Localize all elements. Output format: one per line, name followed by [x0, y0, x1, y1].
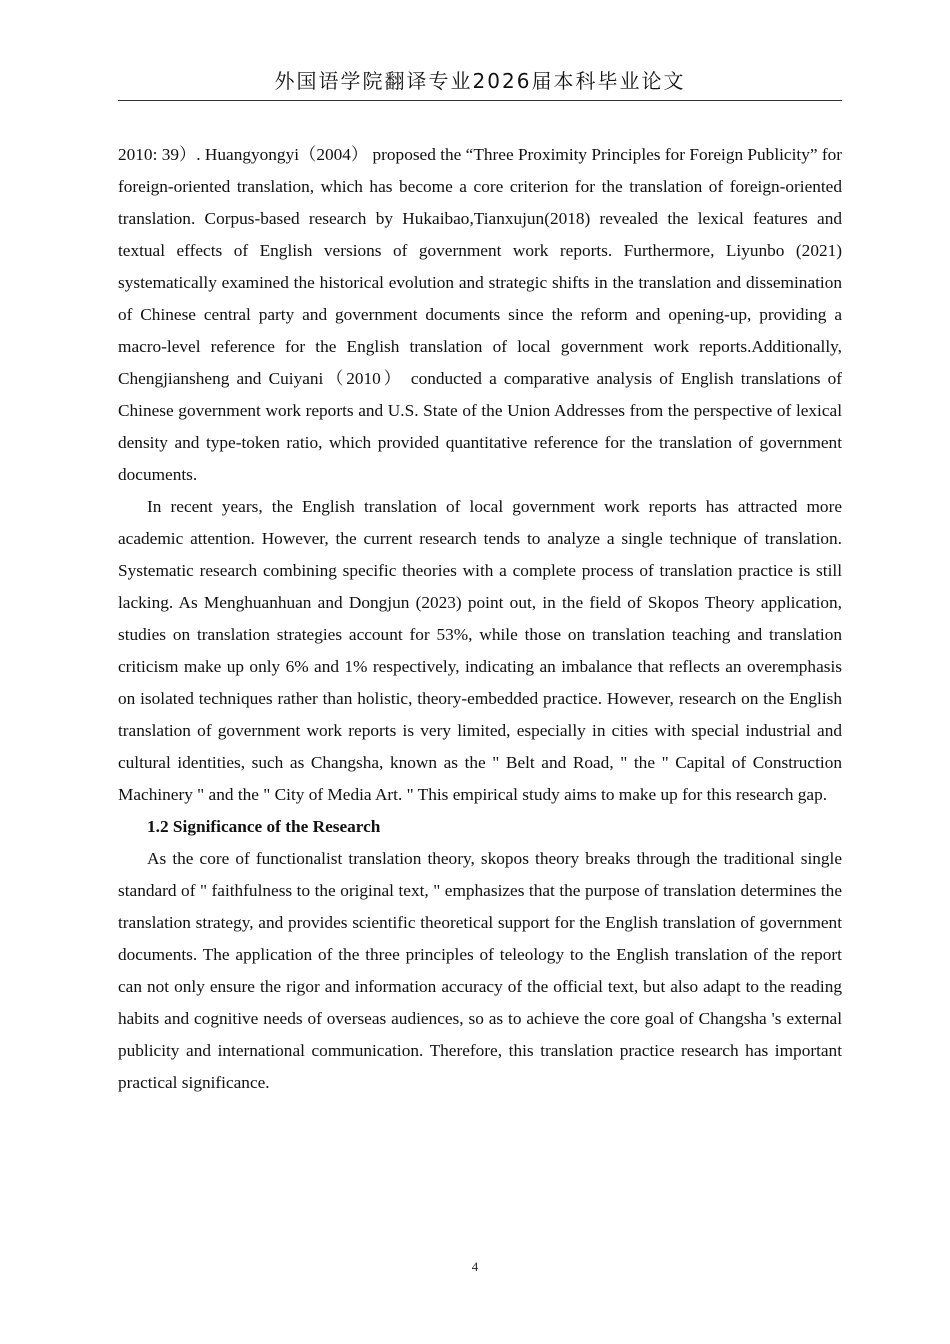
body-paragraph-recent-research: In recent years, the English translation of local government work reports has attracted more academic attention. However, the current research tends to analyze a single technique of translation. Systematic research combining specific theories with a complete process of translation practice is still lacking. As Menghuanhuan and Dongjun (2023) point out, in the field of Skopos Theory application, studies on translation strategies account for 53%, while those on translation teaching and translation criticism make up only 6% and 1% respectively, indicating an imbalance that reflects an overemphasis on isolated techniques rather than holistic, theory-embedded practice. However, research on the English translation of government work reports is very limited, especially in cities with special industrial and cultural identities, such as Changsha, known as the " Belt and Road, " the " Capital of Construction Machinery " and the " City of Media Art. " This empirical study aims to make up for this research gap.	[118, 497, 842, 804]
body-paragraph-continued: 2010: 39）. Huangyongyi（2004） proposed the “Three Proximity Principles for Foreign Publicity” for foreign-oriented translation, which has become a core criterion for the translation of foreign-oriented translation. Corpus-based research by Hukaibao,Tianxujun(2018) revealed the lexical features and textual effects of English versions of government work reports. Furthermore, Liyunbo (2021) systematically examined the historical evolution and strategic shifts in the translation and dissemination of Chinese central party and government documents since the reform and opening-up, providing a macro-level reference for the English translation of local government work reports.Additionally, Chengjiansheng and Cuiyani（2010） conducted a comparative analysis of English translations of Chinese government work reports and U.S. State of the Union Addresses from the perspective of lexical density and type-token ratio, which provided quantitative reference for the translation of government documents.	[118, 145, 842, 484]
page-number: 4	[471, 1259, 479, 1274]
header-divider	[118, 100, 842, 101]
running-header: 外国语学院翻译专业2026届本科毕业论文	[274, 69, 686, 93]
main-text	[118, 139, 842, 1099]
section-heading: 1.2 Significance of the Research	[147, 817, 381, 836]
body-paragraph-significance: As the core of functionalist translation theory, skopos theory breaks through the traditional single standard of " faithfulness to the original text, " emphasizes that the purpose of translation determines the translation strategy, and provides scientific theoretical support for the English translation of government documents. The application of the three principles of teleology to the English translation of the report can not only ensure the rigor and information accuracy of the official text, but also adapt to the reading habits and cognitive needs of overseas audiences, so as to achieve the core goal of Changsha 's external publicity and international communication. Therefore, this translation practice research has important practical significance.	[118, 849, 842, 1092]
